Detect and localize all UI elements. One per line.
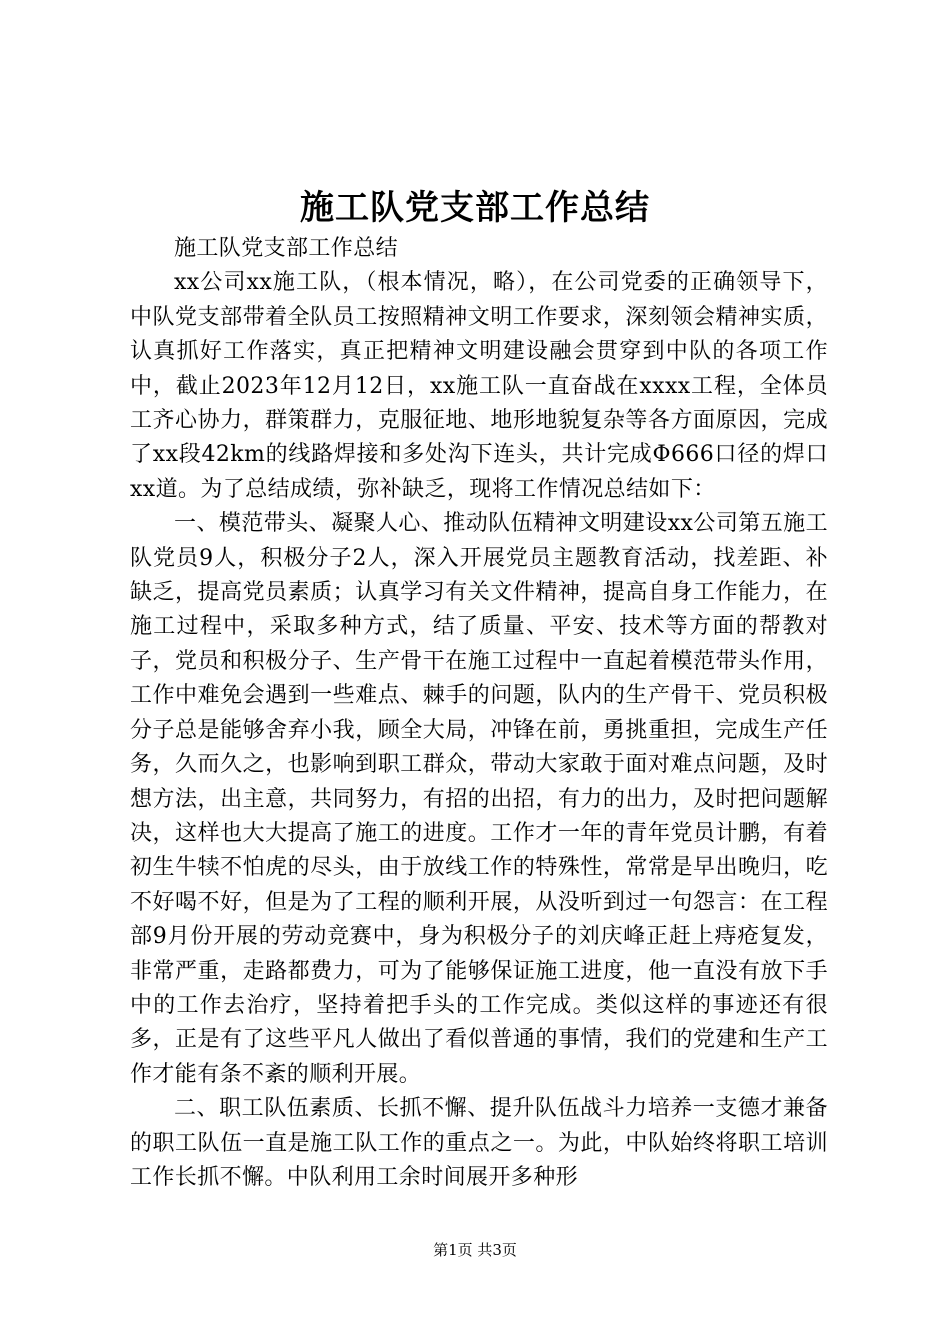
document-body (130, 232, 828, 1195)
intro-paragraph: xx公司xx施工队，（根本情况，略），在公司党委的正确领导下，中队党支部带着全队员工按照精神文明工作要求，深刻领会精神实质，认真抓好工作落实，真正把精神文明建设融会贯穿到中队的各项工作中，截止2023年12月12日，xx施工队一直奋战在xxxx工程，全体员工齐心协力，群策群力，克服征地、地形地貌复杂等各方面原因，完成了xx段42km的线路焊接和多处沟下连头，共计完成Φ666口径的焊口xx道。为了总结成绩，弥补缺乏，现将工作情况总结如下： (130, 270, 828, 502)
section-one-paragraph: 一、模范带头、凝聚人心、推动队伍精神文明建设xx公司第五施工队党员9人，积极分子2人，深入开展党员主题教育活动，找差距、补缺乏，提高党员素质；认真学习有关文件精神，提高自身工作能力，在施工过程中，采取多种方式，结了质量、平安、技术等方面的帮教对子，党员和积极分子、生产骨干在施工过程中一直起着模范带头作用，工作中难免会遇到一些难点、棘手的问题，队内的生产骨干、党员积极分子总是能够舍弃小我，顾全大局，冲锋在前，勇挑重担，完成生产任务，久而久之，也影响到职工群众，带动大家敢于面对难点问题，及时想方法，出主意，共同努力，有招的出招，有力的出力，及时把问题解决，这样也大大提高了施工的进度。工作才一年的青年党员计鹏，有着初生牛犊不怕虎的尽头，由于放线工作的特殊性，常常是早出晚归，吃不好喝不好，但是为了工程的顺利开展，从没听到过一句怨言：在工程部9月份开展的劳动竞赛中，身为积极分子的刘庆峰正赶上痔疮复发，非常严重，走路都费力，可为了能够保证施工进度，他一直没有放下手中的工作去治疗，坚持着把手头的工作完成。类似这样的事迹还有很多，正是有了这些平凡人做出了看似普通的事情，我们的党建和生产工作才能有条不紊的顺利开展。 (130, 511, 828, 1087)
subtitle-paragraph: 施工队党支部工作总结 (174, 236, 399, 261)
section-two-paragraph: 二、职工队伍素质、长抓不懈、提升队伍战斗力培养一支德才兼备的职工队伍一直是施工队工作的重点之一。为此，中队始终将职工培训工作长抓不懈。中队利用工余时间展开多种形 (130, 1096, 828, 1190)
page-footer: 第1页 共3页 (433, 1241, 517, 1259)
document-title: 施工队党支部工作总结 (300, 188, 650, 228)
